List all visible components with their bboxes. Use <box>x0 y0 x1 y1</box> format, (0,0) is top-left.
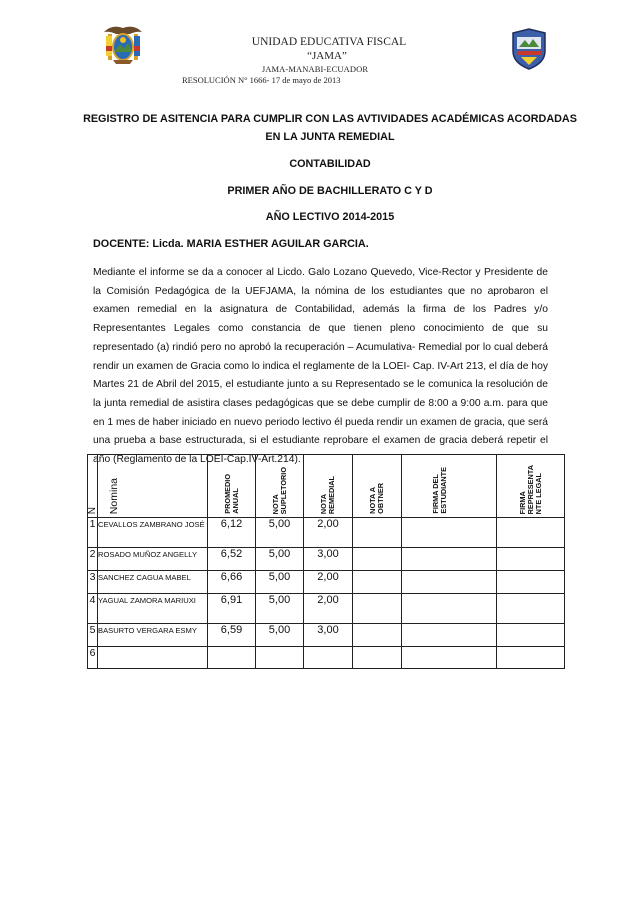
firma-representante-cell <box>497 571 565 594</box>
firma-estudiante-cell <box>402 571 497 594</box>
header-number: N <box>88 455 98 518</box>
header-firma-estudiante: FIRMA DEL ESTUDIANTE <box>402 455 497 518</box>
obtener-cell <box>353 548 402 571</box>
firma-estudiante-cell <box>402 624 497 647</box>
promedio-value: 6,66 <box>208 571 256 594</box>
students-table <box>87 454 565 669</box>
firma-representante-cell <box>497 624 565 647</box>
student-name: SANCHEZ CAGUA MABEL <box>98 571 208 594</box>
document-title: REGISTRO DE ASITENCIA PARA CUMPLIR CON LAS AVTIVIDADES ACADÉMICAS ACORDADAS <box>83 113 577 125</box>
header-firma-representante: FIRMA REPRESENTA NTE LEGAL <box>497 455 565 518</box>
table-row <box>88 548 565 571</box>
header-nomina: Nomina <box>98 455 208 518</box>
header-promedio: PROMEDIO ANUAL <box>208 455 256 518</box>
remedial-value: 3,00 <box>304 624 353 647</box>
student-name <box>98 647 208 669</box>
row-number: 6 <box>88 647 98 669</box>
supletorio-value <box>256 647 304 669</box>
header-obtener: NOTA A OBTNER <box>353 455 402 518</box>
school-location: JAMA-MANABI-ECUADOR <box>261 64 369 74</box>
firma-representante-cell <box>497 594 565 624</box>
school-nickname: “JAMA” <box>307 50 347 62</box>
header-remedial: NOTA REMEDIAL <box>304 455 353 518</box>
obtener-cell <box>353 624 402 647</box>
promedio-value: 6,12 <box>208 518 256 548</box>
supletorio-value: 5,00 <box>256 594 304 624</box>
promedio-value: 6,59 <box>208 624 256 647</box>
firma-representante-cell <box>497 647 565 669</box>
remedial-value: 2,00 <box>304 571 353 594</box>
supletorio-value: 5,00 <box>256 518 304 548</box>
header-supletorio: NOTA SUPLETORIO <box>256 455 304 518</box>
row-number: 1 <box>88 518 98 548</box>
remedial-value: 3,00 <box>304 548 353 571</box>
obtener-cell <box>353 571 402 594</box>
firma-estudiante-cell <box>402 594 497 624</box>
obtener-cell <box>353 647 402 669</box>
promedio-value: 6,91 <box>208 594 256 624</box>
table-row <box>88 647 565 669</box>
subject-title: CONTABILIDAD <box>289 158 371 170</box>
supletorio-value: 5,00 <box>256 548 304 571</box>
firma-estudiante-cell <box>402 548 497 571</box>
promedio-value: 6,52 <box>208 548 256 571</box>
firma-estudiante-cell <box>402 647 497 669</box>
student-name: BASURTO VERGARA ESMY <box>98 624 208 647</box>
promedio-value <box>208 647 256 669</box>
remedial-value: 2,00 <box>304 594 353 624</box>
row-number: 5 <box>88 624 98 647</box>
student-name: ROSADO MUÑOZ ANGELLY <box>98 548 208 571</box>
resolution-line: RESOLUCIÓN N° 1666- 17 de mayo de 2013 <box>182 75 341 85</box>
student-name: CEVALLOS ZAMBRANO JOSÉ <box>98 518 208 548</box>
supletorio-value: 5,00 <box>256 624 304 647</box>
firma-representante-cell <box>497 518 565 548</box>
body-paragraph: Mediante el informe se da a conocer al Licdo. Galo Lozano Quevedo, Vice-Rector y Presidente de la Comisión Pedagógica de la UEFJAMA, la nómina de los estudiantes que no aprobaron el examen remedial en la asignatura de Contabilidad, además la firma de los Padres y/o Representantes Legales como constancia de que tienen pleno conocimiento de que su representado (a) rindió pero no aprobó la recuperación – Acumulativa- Remedial por lo cual deberá rendir un examen de Gracia como lo indica el reglamente de la LOEI- Cap. IV-Art 213, el día de hoy Martes 21 de Abril del 2015, el estudiante junto a su Representado se le comunica la resolución de la junta remedial de asistira clases pedagógicas que se debe cumplir de 8:00 a 9:00 a.m. para que en 1 mes de haber iniciado en nuevo periodo lectivo él pueda rendir un examen de gracia, que será una prueba a base estructurada, si el estudiante reprobare el examen de gracia deberá repetir el año (Reglamento de la LOEI-Cap.IV-Art.214). <box>93 267 548 466</box>
school-year-title: AÑO LECTIVO 2014-2015 <box>265 211 395 223</box>
table-row <box>88 624 565 647</box>
remedial-value <box>304 647 353 669</box>
obtener-cell <box>353 518 402 548</box>
obtener-cell <box>353 594 402 624</box>
teacher-name: DOCENTE: Licda. MARIA ESTHER AGUILAR GARCIA. <box>93 238 369 250</box>
table-row <box>88 594 565 624</box>
table-header-row <box>88 455 565 518</box>
row-number: 3 <box>88 571 98 594</box>
table-row <box>88 518 565 548</box>
course-title: PRIMER AÑO DE BACHILLERATO C Y D <box>227 185 433 197</box>
row-number: 4 <box>88 594 98 624</box>
row-number: 2 <box>88 548 98 571</box>
firma-estudiante-cell <box>402 518 497 548</box>
document-title-line2: EN LA JUNTA REMEDIAL <box>265 131 395 143</box>
table-row <box>88 571 565 594</box>
remedial-value: 2,00 <box>304 518 353 548</box>
firma-representante-cell <box>497 548 565 571</box>
supletorio-value: 5,00 <box>256 571 304 594</box>
student-name: YAGUAL ZAMORA MARIUXI <box>98 594 208 624</box>
school-name: UNIDAD EDUCATIVA FISCAL <box>251 36 407 48</box>
